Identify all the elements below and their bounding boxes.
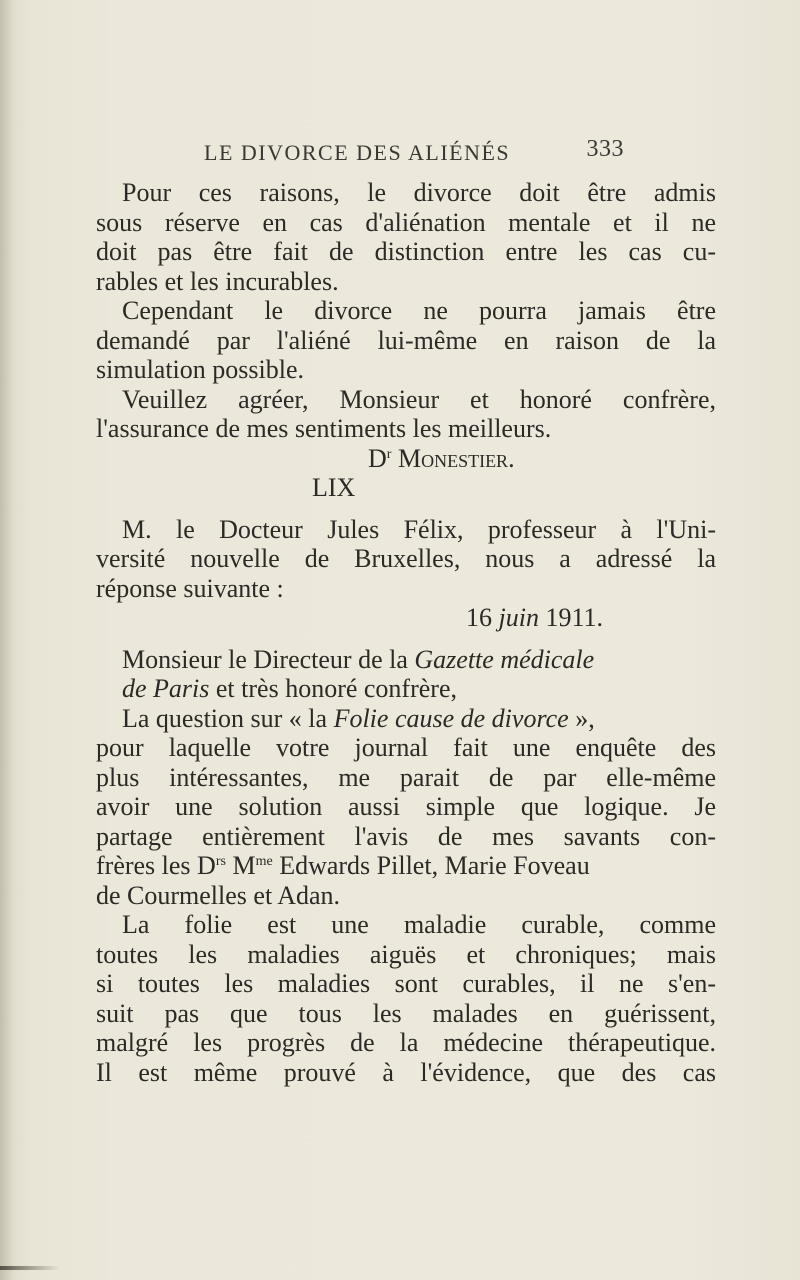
salutation-rest: et très honoré confrère, bbox=[215, 674, 457, 703]
text-line: toutes les maladies aiguës et chroniques; mais bbox=[96, 939, 716, 969]
text-line: partage entièrement l'avis de mes savants con- bbox=[96, 821, 716, 851]
journal-title: Gazette médicale bbox=[414, 644, 595, 674]
date-year: 1911. bbox=[545, 603, 603, 632]
text-line: sous réserve en cas d'aliénation mentale et il ne bbox=[96, 207, 716, 237]
text-line: simulation possible. bbox=[96, 355, 304, 384]
question-title: Folie cause de divorce bbox=[333, 703, 569, 733]
spacer bbox=[96, 503, 716, 515]
text-line bbox=[96, 674, 716, 704]
text-line: demandé par l'aliéné lui-même en raison de la bbox=[96, 325, 716, 355]
section-number: LIX bbox=[312, 473, 356, 502]
text-fragment: », bbox=[575, 703, 595, 733]
text-line: réponse suivante : bbox=[96, 573, 284, 603]
text-line: de Courmelles et Adan. bbox=[96, 880, 341, 910]
journal-title-city: de Paris bbox=[122, 674, 210, 703]
date-day: 16 bbox=[466, 603, 492, 632]
text-line bbox=[96, 851, 716, 881]
running-header bbox=[204, 136, 624, 166]
text-line: Pour ces raisons, le divorce doit être admis bbox=[122, 178, 716, 207]
running-title: LE DIVORCE DES ALIÉNÉS bbox=[204, 140, 511, 165]
signature-title: D bbox=[368, 443, 387, 473]
text-line bbox=[96, 645, 716, 675]
text-fragment: Edwards Pillet, Marie Foveau bbox=[272, 851, 590, 880]
signature-title-sup: r bbox=[386, 446, 392, 462]
text-line: avoir une solution aussi simple que logique. Je bbox=[96, 792, 716, 821]
spacer bbox=[96, 633, 716, 645]
text-line: l'assurance de mes sentiments les meilleurs. bbox=[96, 414, 552, 443]
text-line: versité nouvelle de Bruxelles, nous a adressé la bbox=[96, 544, 716, 573]
text-line: M. le Docteur Jules Félix, professeur à l'Uni- bbox=[122, 514, 716, 544]
text-line: malgré les progrès de la médecine thérapeutique. bbox=[96, 1028, 716, 1057]
text-line: Il est même prouvé à l'évidence, que des cas bbox=[96, 1057, 716, 1087]
text-fragment: La question sur « la bbox=[122, 703, 328, 733]
text-line: plus intéressantes, me parait de par elle-même bbox=[96, 762, 716, 792]
date-month: juin bbox=[498, 603, 539, 632]
text-line bbox=[96, 704, 716, 734]
body-text bbox=[96, 178, 716, 1087]
superscript: me bbox=[255, 854, 273, 869]
superscript: rs bbox=[215, 854, 226, 869]
text-fragment: frères les D bbox=[96, 851, 216, 880]
signature bbox=[96, 444, 716, 474]
text-line: Veuillez agréer, Monsieur et honoré confrère, bbox=[122, 384, 716, 414]
signature-name: Monestier. bbox=[397, 443, 515, 473]
text-line: si toutes les maladies sont curables, il ne s'en- bbox=[96, 969, 716, 998]
text-line: pour laquelle votre journal fait une enquête des bbox=[96, 733, 716, 762]
letter-date bbox=[96, 603, 716, 633]
text-line: rables et les incurables. bbox=[96, 266, 339, 296]
page-number: 333 bbox=[586, 136, 624, 162]
text-line: doit pas être fait de distinction entre les cas cu- bbox=[96, 237, 716, 266]
gutter-shadow bbox=[0, 0, 14, 1280]
text-fragment: M bbox=[225, 851, 256, 880]
salutation-part: Monsieur le Directeur de la bbox=[122, 644, 408, 674]
text-line: suit pas que tous les malades en guérissent, bbox=[96, 998, 716, 1028]
binding-mark bbox=[0, 1266, 60, 1270]
text-line: Cependant le divorce ne pourra jamais être bbox=[122, 296, 716, 325]
text-line: La folie est une maladie curable, comme bbox=[122, 910, 716, 939]
